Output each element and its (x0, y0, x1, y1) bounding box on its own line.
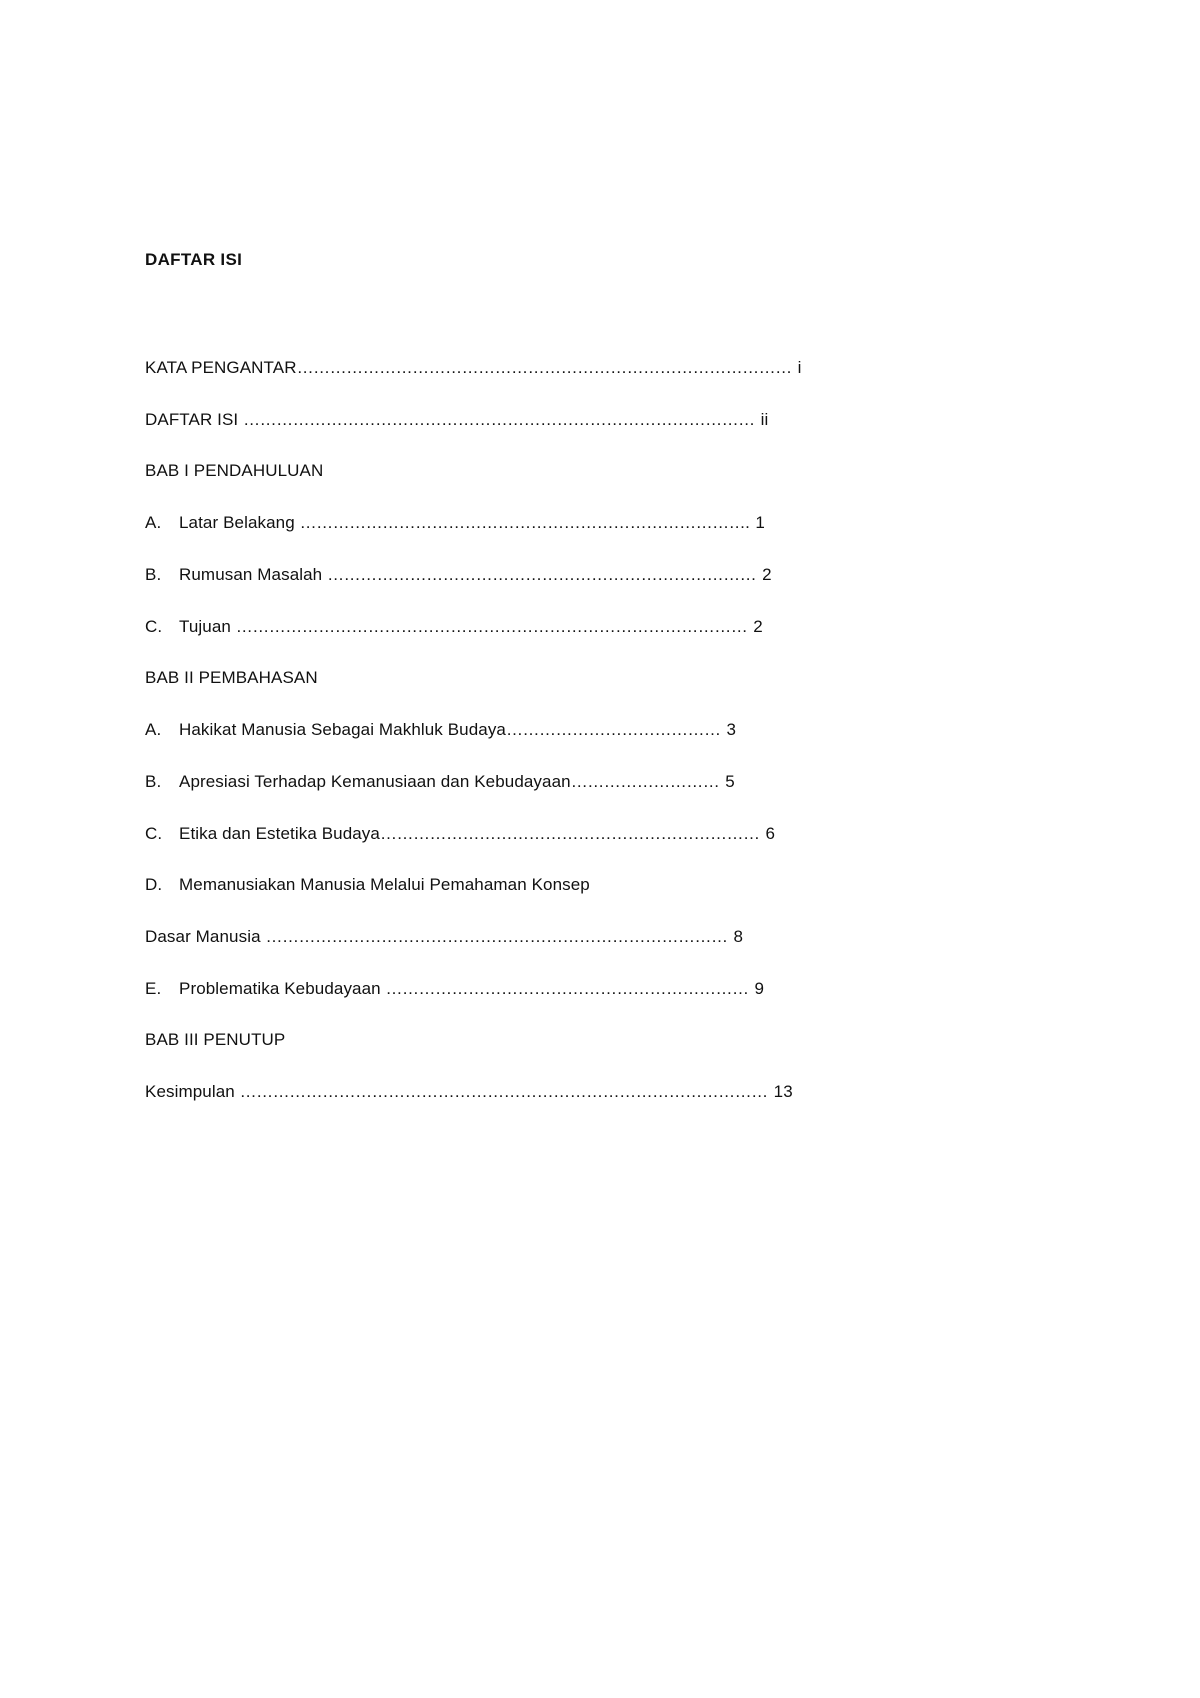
toc-entry-tujuan (145, 616, 763, 638)
toc-entry-leader: ………………………………………………………………………… (265, 927, 728, 946)
toc-entry-leader: …………………………………………………………………… (327, 565, 757, 584)
toc-entry-leader: ………………………………………………………………………………… (243, 410, 755, 429)
toc-entry-leader: ………………………………… (505, 720, 721, 739)
toc-entry-apresiasi (145, 771, 735, 793)
toc-entry-text: Tujuan (179, 617, 236, 636)
toc-entry-page: i (797, 358, 802, 377)
toc-entry-marker: A. (145, 720, 162, 739)
toc-entry-marker: A. (145, 513, 162, 532)
toc-entry-page: 2 (762, 565, 772, 584)
toc-entry-text: Kesimpulan (145, 1082, 240, 1101)
toc-entry-text: KATA PENGANTAR (145, 358, 297, 377)
toc-entry-page: 5 (725, 772, 735, 791)
toc-entry-text: DAFTAR ISI (145, 410, 244, 429)
toc-entry-dasar-manusia (145, 926, 743, 948)
toc-entry-marker: C. (145, 617, 163, 636)
toc-entry-page: 8 (733, 927, 744, 946)
toc-entry-page: ii (760, 410, 769, 429)
toc-entry-page: 13 (773, 1082, 793, 1101)
toc-chapter-heading-3 (145, 1029, 285, 1051)
toc-entry-marker: C. (145, 824, 163, 843)
toc-entry-text: Apresiasi Terhadap Kemanusiaan dan Kebudayaan (179, 772, 571, 791)
toc-entry-problematika (145, 978, 764, 1000)
toc-entry-leader: …………………………………………………………… (379, 824, 760, 843)
toc-entry-text: Rumusan Masalah (179, 565, 328, 584)
toc-entry-text: Dasar Manusia (145, 927, 266, 946)
toc-entry-kesimpulan (145, 1081, 793, 1103)
toc-entry-page: 9 (754, 979, 765, 998)
toc-entry-hakikat-manusia (145, 719, 736, 741)
toc-entry-text: BAB I PENDAHULUAN (145, 461, 324, 480)
toc-entry-text: Memanusiakan Manusia Melalui Pemahaman Konsep (179, 875, 590, 894)
toc-entry-page: 3 (726, 720, 737, 739)
toc-entry-marker: B. (145, 565, 162, 584)
toc-entry-leader: ……………………… (570, 772, 720, 791)
toc-entry-latar-belakang (145, 512, 765, 534)
toc-entry-page: 6 (765, 824, 776, 843)
toc-entry-memanusiakan (145, 874, 590, 896)
toc-entry-leader: ………………………………………………………… (385, 979, 749, 998)
toc-entry-text: Problematika Kebudayaan (179, 979, 386, 998)
toc-chapter-heading-1 (145, 460, 323, 482)
toc-entry-kata-pengantar (145, 357, 802, 379)
toc-entry-leader: …………………………………………………………………………………… (239, 1082, 768, 1101)
toc-entry-page: 2 (753, 617, 763, 636)
toc-entry-marker: B. (145, 772, 162, 791)
toc-entry-daftar-isi (145, 409, 768, 431)
toc-entry-leader: ………………………………………………………………………………… (235, 617, 748, 636)
toc-entry-marker: D. (145, 875, 163, 894)
toc-chapter-heading-2 (145, 667, 318, 689)
toc-entry-text: Hakikat Manusia Sebagai Makhluk Budaya (179, 720, 506, 739)
toc-entry-page: 1 (755, 513, 765, 532)
toc-entry-leader: ………………………………………………………………………. (299, 513, 750, 532)
toc-entry-marker: E. (145, 979, 162, 998)
toc-entry-text: BAB III PENUTUP (145, 1030, 286, 1049)
toc-entry-text: Latar Belakang (179, 513, 300, 532)
toc-entry-leader: ……………………………………………………………………………… (296, 358, 792, 377)
toc-entry-text: Etika dan Estetika Budaya (179, 824, 380, 843)
toc-title: DAFTAR ISI (145, 250, 243, 269)
toc-entry-etika-estetika (145, 823, 775, 845)
toc-entry-text: BAB II PEMBAHASAN (145, 668, 318, 687)
toc-entry-rumusan-masalah (145, 564, 772, 586)
